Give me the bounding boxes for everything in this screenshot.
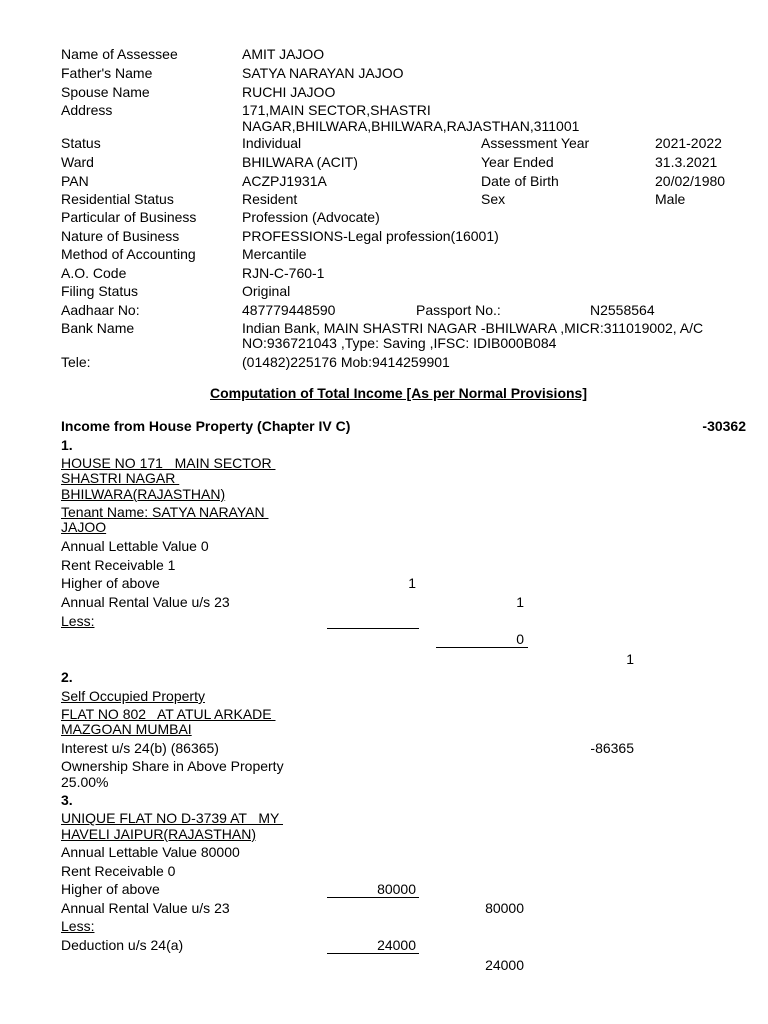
property-3-number: 3. xyxy=(61,792,73,808)
property-1-arv-value: 1 xyxy=(516,594,524,610)
property-2-number: 2. xyxy=(61,669,73,685)
value-address-line1: 171,MAIN SECTOR,SHASTRI xyxy=(242,102,431,118)
value-nature-of-business: PROFESSIONS-Legal profession(16001) xyxy=(242,228,499,244)
value-spouse-name: RUCHI JAJOO xyxy=(242,84,336,100)
value-sex: Male xyxy=(655,191,686,207)
value-year-ended: 31.3.2021 xyxy=(655,154,718,170)
value-residential-status: Resident xyxy=(242,191,298,207)
label-nature-of-business: Nature of Business xyxy=(61,228,180,244)
property-2-interest-value: -86365 xyxy=(590,740,634,756)
label-filing-status: Filing Status xyxy=(61,283,139,299)
value-assessment-year: 2021-2022 xyxy=(655,135,722,151)
property-2-type: Self Occupied Property xyxy=(61,688,205,704)
property-1-less-rule xyxy=(327,628,419,629)
label-sex: Sex xyxy=(481,191,506,207)
value-ao-code: RJN-C-760-1 xyxy=(242,265,325,281)
property-1-tenant-line1: Tenant Name: SATYA NARAYAN xyxy=(61,504,269,520)
property-3-arv-label: Annual Rental Value u/s 23 xyxy=(61,900,230,916)
value-name-of-assessee: AMIT JAJOO xyxy=(242,46,325,62)
property-3-higher-label: Higher of above xyxy=(61,881,160,897)
value-bank-line1: Indian Bank, MAIN SHASTRI NAGAR -BHILWARA ,MICR:311019002, A/C xyxy=(242,320,704,336)
property-1-number: 1. xyxy=(61,437,73,453)
label-date-of-birth: Date of Birth xyxy=(481,173,559,189)
property-1-rent-receivable: Rent Receivable 1 xyxy=(61,557,176,573)
label-status: Status xyxy=(61,135,101,151)
computation-title: Computation of Total Income [As per Normal Provisions] xyxy=(210,385,587,401)
property-3-deduction-label: Deduction u/s 24(a) xyxy=(61,937,184,953)
label-method-of-accounting: Method of Accounting xyxy=(61,246,196,262)
value-tele: (01482)225176 Mob:9414259901 xyxy=(242,354,450,370)
label-pan: PAN xyxy=(61,173,89,189)
property-2-share-value: 25.00% xyxy=(61,774,109,790)
property-3-arv-value: 80000 xyxy=(485,900,524,916)
property-3-deduction-total: 24000 xyxy=(485,957,524,973)
property-3-address-line2: HAVELI JAIPUR(RAJASTHAN) xyxy=(61,826,256,842)
label-year-ended: Year Ended xyxy=(481,154,554,170)
label-particular-of-business: Particular of Business xyxy=(61,209,197,225)
value-ward: BHILWARA (ACIT) xyxy=(242,154,358,170)
property-2-share-label: Ownership Share in Above Property xyxy=(61,758,284,774)
label-address: Address xyxy=(61,102,113,118)
property-3-address-line1: UNIQUE FLAT NO D-3739 AT MY xyxy=(61,810,283,826)
value-bank-line2: NO:936721043 ,Type: Saving ,IFSC: IDIB000B084 xyxy=(242,335,557,351)
property-2-address-line2: MAZGOAN MUMBAI xyxy=(61,721,192,737)
property-1-less-label: Less: xyxy=(61,613,95,629)
value-aadhaar: 487779448590 xyxy=(242,302,336,318)
property-1-higher-label: Higher of above xyxy=(61,575,160,591)
property-1-address-line2: SHASTRI NAGAR xyxy=(61,470,180,486)
label-aadhaar: Aadhaar No: xyxy=(61,302,140,318)
label-name-of-assessee: Name of Assessee xyxy=(61,46,178,62)
property-2-interest-label: Interest u/s 24(b) (86365) xyxy=(61,740,219,756)
label-assessment-year: Assessment Year xyxy=(481,135,590,151)
value-address-line2: NAGAR,BHILWARA,BHILWARA,RAJASTHAN,311001 xyxy=(242,118,580,134)
property-1-arv-label: Annual Rental Value u/s 23 xyxy=(61,594,230,610)
property-3-higher-value: 80000 xyxy=(377,881,416,897)
value-particular-of-business: Profession (Advocate) xyxy=(242,209,380,225)
value-passport: N2558564 xyxy=(590,302,655,318)
property-1-subtotal-rule xyxy=(436,647,528,648)
label-spouse-name: Spouse Name xyxy=(61,84,150,100)
property-1-higher-value: 1 xyxy=(408,575,416,591)
property-2-address-line1: FLAT NO 802 AT ATUL ARKADE xyxy=(61,706,276,722)
property-1-address-line1: HOUSE NO 171 MAIN SECTOR xyxy=(61,455,276,471)
property-3-rent-receivable: Rent Receivable 0 xyxy=(61,863,176,879)
value-fathers-name: SATYA NARAYAN JAJOO xyxy=(242,65,404,81)
value-pan: ACZPJ1931A xyxy=(242,173,327,189)
property-3-annual-lettable-value: Annual Lettable Value 80000 xyxy=(61,844,240,860)
house-property-heading: Income from House Property (Chapter IV C) xyxy=(61,418,351,434)
label-tele: Tele: xyxy=(61,354,91,370)
property-1-annual-lettable-value: Annual Lettable Value 0 xyxy=(61,538,209,554)
property-3-deduction-rule xyxy=(327,953,419,954)
property-1-less-value: 0 xyxy=(516,631,524,647)
value-filing-status: Original xyxy=(242,283,291,299)
property-3-deduction-value: 24000 xyxy=(377,937,416,953)
value-method-of-accounting: Mercantile xyxy=(242,246,307,262)
value-status: Individual xyxy=(242,135,302,151)
label-residential-status: Residential Status xyxy=(61,191,174,207)
property-1-tenant-line2: JAJOO xyxy=(61,519,107,535)
house-property-total: -30362 xyxy=(702,418,746,434)
label-ward: Ward xyxy=(61,154,94,170)
property-1-net-value: 1 xyxy=(626,651,634,667)
label-bank-name: Bank Name xyxy=(61,320,135,336)
label-fathers-name: Father's Name xyxy=(61,65,153,81)
value-date-of-birth: 20/02/1980 xyxy=(655,173,726,189)
property-3-higher-rule xyxy=(327,897,419,898)
property-3-less-label: Less: xyxy=(61,918,95,934)
label-ao-code: A.O. Code xyxy=(61,265,127,281)
label-passport: Passport No.: xyxy=(416,302,501,318)
property-1-address-line3: BHILWARA(RAJASTHAN) xyxy=(61,486,226,502)
